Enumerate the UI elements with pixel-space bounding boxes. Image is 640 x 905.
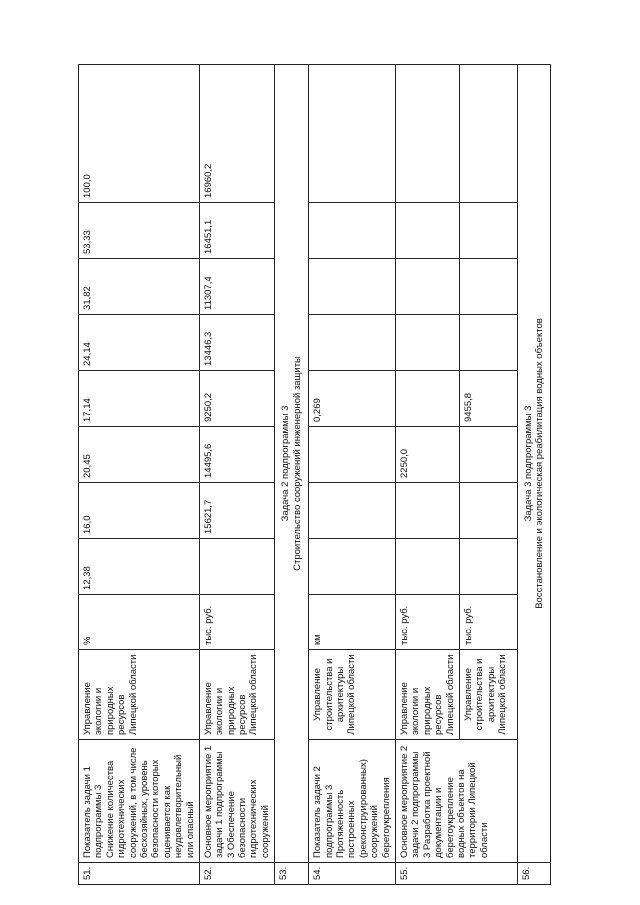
section-title-text: Задача 2 подпрограммы 3 Строительство сооружений инженерной защиты [280,356,303,571]
row-number: 56. [517,863,550,885]
value-cell: 15621,7 [199,483,274,539]
row-number: 55. [395,863,517,885]
row-number: 54. [309,863,396,885]
row-number: 51. [79,863,200,885]
value-cell [459,259,517,315]
indicator-name: Показатель задачи 1 подпрограммы 3 Снижение количества гидротехнических сооружений, в том числе бесхозяйных, уровень безопасности которых оценивается как неудовлетворительный или опасный [79,740,200,863]
value-cell: 17,14 [79,371,200,427]
section-title-text: Задача 3 подпрограммы 3 Восстановление и экологическая реабилитация водных объектов [522,318,545,609]
executor: Управление экологии и природных ресурсов Липецкой области [199,650,274,740]
unit: % [79,595,200,650]
unit: тыс. руб. [199,595,274,650]
value-cell: 16451,1 [199,203,274,259]
value-cell [459,539,517,595]
value-cell [459,315,517,371]
section-title [275,65,309,863]
value-cell [309,65,396,203]
value-cell [395,539,459,595]
value-cell: 9250,2 [199,371,274,427]
indicator-name: Основное мероприятие 1 задачи 1 подпрограммы 3 Обеспечение безопасности гидротехнических сооружений [199,740,274,863]
indicator-name: Основное мероприятие 2 задачи 2 подпрограммы 3 Разработка проектной документации и берегоукрепление водных объектов на территории Липецкой области [395,740,517,863]
value-cell: 16960,2 [199,65,274,203]
unit: км [309,595,396,650]
value-cell [309,483,396,539]
value-cell [395,259,459,315]
rotated-table-page [78,65,545,885]
executor: Управление экологии и природных ресурсов Липецкой области [79,650,200,740]
value-cell: 24,14 [79,315,200,371]
table-row [275,65,309,885]
unit: тыс. руб. [395,595,459,650]
value-cell: 11307,4 [199,259,274,315]
value-cell: 16,0 [79,483,200,539]
unit: тыс. руб. [459,595,517,650]
value-cell: 12,38 [79,539,200,595]
section-title [517,65,550,863]
executor: Управление экологии и природных ресурсов Липецкой области [395,650,459,740]
value-cell [309,259,396,315]
value-cell: 13446,3 [199,315,274,371]
row-number: 53. [275,863,309,885]
row-number: 52. [199,863,274,885]
value-cell [309,539,396,595]
value-cell [395,65,459,203]
indicator-name: Показатель задачи 2 подпрограммы 3 Протяженность построенных (реконструированных) сооружений берегоукрепления [309,740,396,863]
table-row [395,65,459,885]
value-cell [395,203,459,259]
value-cell [309,203,396,259]
value-cell [309,427,396,483]
value-cell: 0,269 [309,371,396,427]
executor: Управление строительства и архитектуры Липецкой области [309,650,396,740]
table-row [309,65,396,885]
table-row [79,65,200,885]
value-cell [395,371,459,427]
value-cell [395,315,459,371]
value-cell [459,65,517,203]
value-cell [395,483,459,539]
indicator-table [78,64,551,885]
value-cell: 20,45 [79,427,200,483]
table-row [199,65,274,885]
value-cell: 53,33 [79,203,200,259]
value-cell: 2250,0 [395,427,459,483]
value-cell: 100,0 [79,65,200,203]
value-cell: 14495,6 [199,427,274,483]
value-cell [459,427,517,483]
value-cell [309,315,396,371]
value-cell [199,539,274,595]
value-cell [459,203,517,259]
table-row [517,65,550,885]
executor: Управление строительства и архитектуры Липецкой области [459,650,517,740]
value-cell: 9455,8 [459,371,517,427]
value-cell [459,483,517,539]
value-cell: 31,82 [79,259,200,315]
